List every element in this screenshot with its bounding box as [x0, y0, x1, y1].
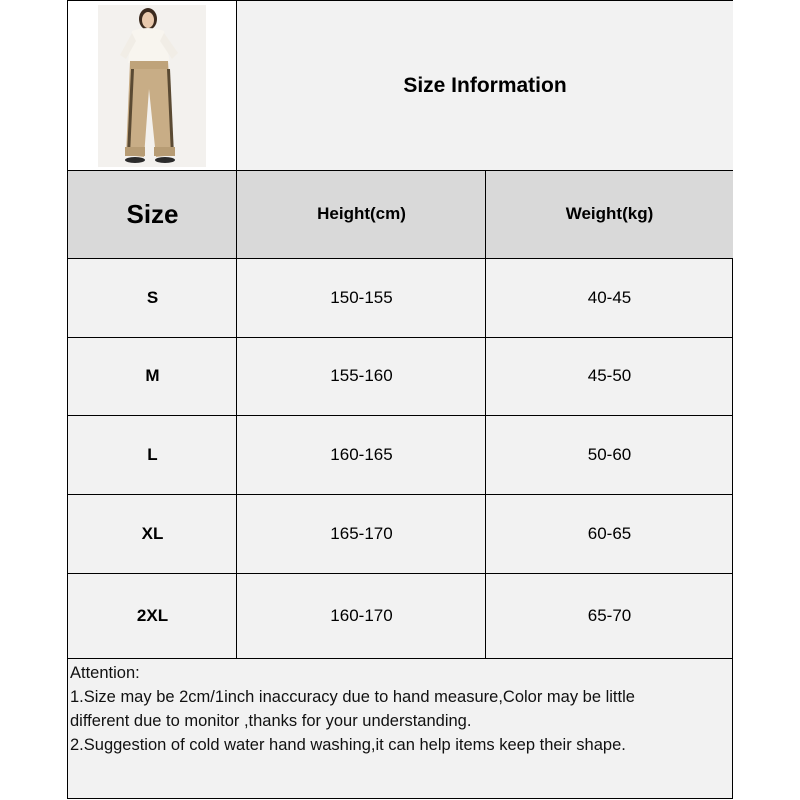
table-row-xl-weight: 60-65	[587, 523, 632, 543]
table-row-s-size: S	[146, 287, 159, 307]
model-wearing-pants-image	[98, 5, 206, 167]
product-photo	[98, 5, 206, 167]
grid-line	[68, 658, 733, 659]
table-row-xl-height: 165-170	[330, 523, 393, 543]
table-row-s-height: 150-155	[330, 287, 393, 307]
table-row-2xl-weight: 65-70	[587, 605, 632, 625]
column-header-weight: Weight(kg)	[486, 170, 733, 258]
size-chart-sheet	[67, 0, 733, 799]
attention-line: 1.Size may be 2cm/1inch inaccuracy due to hand measure,Color may be little	[70, 688, 635, 706]
table-row-l-size: L	[147, 444, 158, 464]
grid-line	[485, 170, 486, 658]
grid-line	[68, 170, 733, 171]
attention-line: 2.Suggestion of cold water hand washing,it can help items keep their shape.	[70, 736, 626, 754]
page-title: Size Information	[403, 73, 567, 97]
product-photo-cell	[68, 1, 237, 170]
grid-line	[68, 494, 733, 495]
column-header-size: Size	[68, 170, 237, 258]
grid-line	[68, 337, 733, 338]
table-row-m-height: 155-160	[330, 366, 393, 385]
attention-heading: Attention:	[70, 664, 140, 682]
attention-line: different due to monitor ,thanks for your understanding.	[70, 712, 472, 730]
attention-notes	[70, 661, 730, 757]
grid-line	[68, 573, 733, 574]
grid-line	[68, 258, 733, 259]
table-row-m-size: M	[145, 366, 160, 385]
grid-line	[68, 415, 733, 416]
table-row-s-weight: 40-45	[587, 287, 632, 307]
table-row-l-weight: 50-60	[587, 444, 632, 464]
table-row-m-weight: 45-50	[587, 366, 632, 385]
table-row-2xl-height: 160-170	[330, 605, 393, 625]
column-header-height: Height(cm)	[237, 170, 486, 258]
table-row-l-height: 160-165	[330, 444, 393, 464]
grid-line	[236, 1, 237, 658]
table-row-xl-size: XL	[141, 523, 164, 543]
table-row-2xl-size: 2XL	[136, 605, 169, 625]
size-information-title	[237, 1, 733, 170]
